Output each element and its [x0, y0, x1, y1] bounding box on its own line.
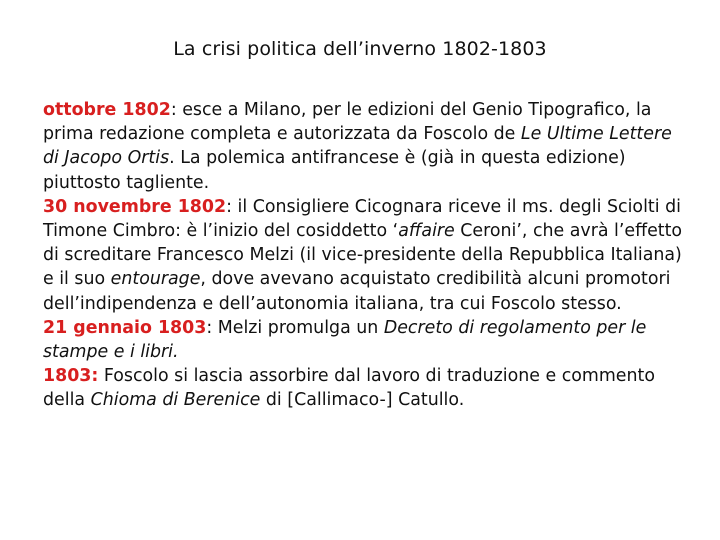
entry-text: Ceroni’, che avrà l’effetto di screditare Francesco Melzi (il vice-presidente della Repubblica Italiana) e il suo [43, 221, 683, 290]
entry-date: 30 novembre 1802 [43, 196, 227, 217]
slide-title: La crisi politica dell’inverno 1802-1803 [173, 38, 547, 60]
entry-21-gennaio-1803 [43, 316, 691, 364]
entry-date: ottobre 1802 [43, 100, 171, 120]
entry-text: : esce a Milano, per le edizioni del Genio Tipografico, la prima redazione completa e autorizzata da Foscolo de [43, 100, 652, 145]
entry-text: : Melzi promulga un [206, 317, 384, 338]
entry-text: : il Consigliere Cicognara riceve il ms. degli Sciolti di Timone Cimbro: è l’inizio del cosiddetto ‘ [43, 196, 681, 242]
entry-text: Foscolo si lascia assorbire dal lavoro di traduzione e commento della [43, 366, 655, 411]
entry-1803 [43, 364, 691, 412]
entry-title-italic: Decreto di regolamento per le stampe e i libri. [43, 317, 647, 363]
entry-date: 1803: [43, 366, 99, 387]
entry-ottobre-1802 [43, 98, 691, 195]
entry-term-italic: entourage [110, 269, 201, 290]
entry-title-italic: Le Ultime Lettere di Jacopo Ortis [43, 124, 672, 169]
entry-text: . La polemica antifrancese è (già in questa edizione) piuttosto tagliente. [43, 148, 626, 193]
entry-text: di [Callimaco-] Catullo. [260, 390, 465, 411]
entry-term-italic: affaire [398, 221, 455, 242]
entry-text: , dove avevano acquistato credibilità alcuni promotori dell’indipendenza e dell’autonomia italiana, tra cui Foscolo stesso. [43, 269, 671, 314]
entry-date: 21 gennaio 1803 [43, 317, 207, 338]
entry-title-italic: Chioma di Berenice [90, 390, 261, 411]
entry-30-novembre-1802 [43, 195, 691, 316]
slide-body [43, 98, 691, 413]
